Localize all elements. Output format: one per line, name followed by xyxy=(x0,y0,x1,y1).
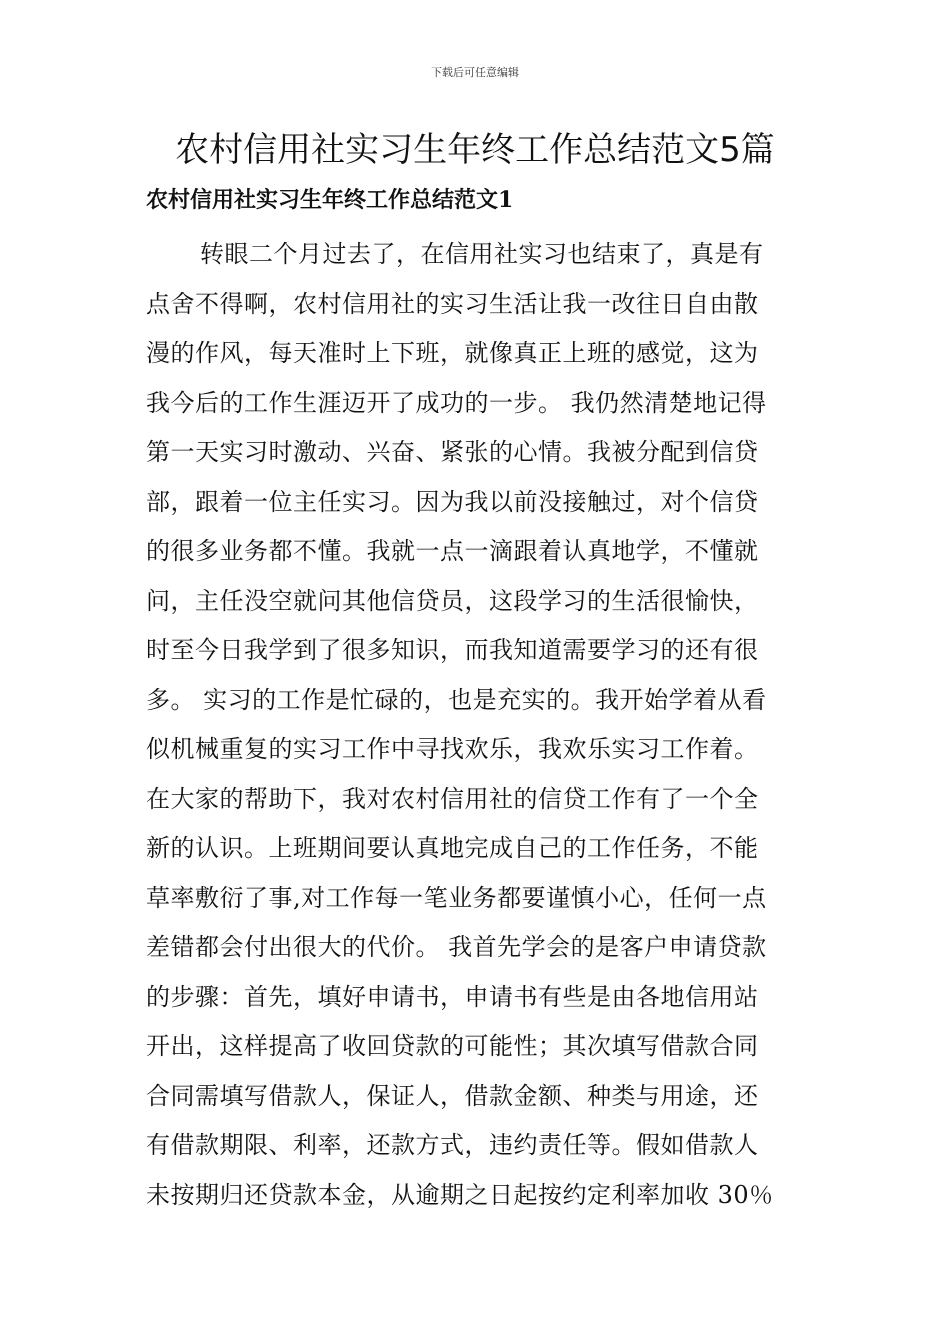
body-line: 问，主任没空就问其他信贷员，这段学习的生活很愉快， xyxy=(146,586,759,615)
body-line: 的很多业务都不懂。我就一点一滴跟着认真地学，不懂就 xyxy=(146,537,759,565)
body-line: 时至今日我学到了很多知识，而我知道需要学习的还有很 xyxy=(146,636,759,664)
body-line: 漫的作风，每天准时上下班，就像真正上班的感觉，这为 xyxy=(146,339,759,367)
section-heading: 农村信用社实习生年终工作总结范文1 xyxy=(146,187,514,213)
body-line: 在大家的帮助下，我对农村信用社的信贷工作有了一个全 xyxy=(146,784,759,813)
body-line: 合同需填写借款人，保证人，借款金额、种类与用途，还 xyxy=(146,1081,759,1110)
body-line: 我今后的工作生涯迈开了成功的一步。 我仍然清楚地记得 xyxy=(146,388,767,417)
body-line: 草率敷衍了事,对工作每一笔业务都要谨慎小心，任何一点 xyxy=(146,883,767,912)
header-note: 下载后可任意编辑 xyxy=(431,66,519,79)
body-line: 多。 实习的工作是忙碌的，也是充实的。我开始学着从看 xyxy=(146,685,767,714)
body-line: 转眼二个月过去了，在信用社实习也结束了，真是有 xyxy=(200,240,764,268)
body-line: 有借款期限、利率，还款方式，违约责任等。假如借款人 xyxy=(146,1131,759,1159)
body-line: 未按期归还贷款本金，从逾期之日起按约定利率加收 30％ xyxy=(146,1180,774,1209)
body-line: 第一天实习时激动、兴奋、紧张的心情。我被分配到信贷 xyxy=(146,438,759,466)
document-title: 农村信用社实习生年终工作总结范文5篇 xyxy=(175,130,775,170)
body-line: 差错都会付出很大的代价。 我首先学会的是客户申请贷款 xyxy=(146,933,767,961)
body-line: 部，跟着一位主任实习。因为我以前没接触过，对个信贷 xyxy=(146,487,759,516)
body-line: 的步骤：首先，填好申请书，申请书有些是由各地信用站 xyxy=(146,982,759,1011)
body-line: 点舍不得啊，农村信用社的实习生活让我一改往日自由散 xyxy=(146,289,759,318)
body-line: 似机械重复的实习工作中寻找欢乐，我欢乐实习工作着。 xyxy=(146,735,759,763)
body-line: 开出，这样提高了收回贷款的可能性；其次填写借款合同 xyxy=(146,1032,759,1060)
body-text xyxy=(146,230,808,1220)
body-line: 新的认识。上班期间要认真地完成自己的工作任务，不能 xyxy=(146,834,759,862)
